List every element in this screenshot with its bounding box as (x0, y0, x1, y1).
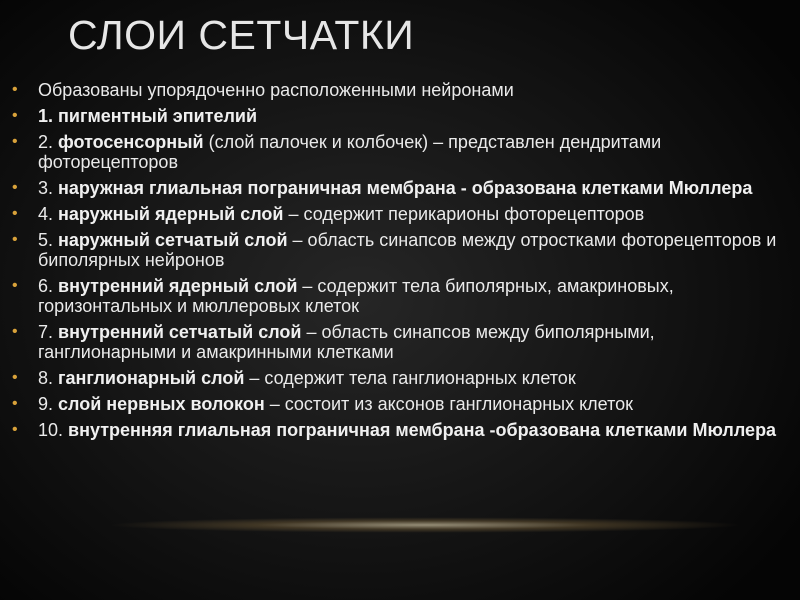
bullet-text: 10. (38, 420, 69, 440)
bullet-text: – состоит из аксонов ганглионарных клеток (264, 394, 634, 414)
bullet-text: 5. (38, 230, 59, 250)
bullet-item (0, 204, 800, 224)
bullet-dot-icon: • (12, 179, 18, 196)
bullet-item (0, 322, 800, 362)
bullet-term: наружная глиальная пограничная мембрана - образована клетками Мюллера (58, 178, 753, 198)
bullet-item (0, 368, 800, 388)
bullet-term: ганглионарный слой (58, 368, 245, 388)
bullet-text: – область синапсов между отростками фоторецепторов и биполярных нейронов (38, 230, 777, 270)
bullet-item (0, 132, 800, 172)
bullet-text: 6. (38, 276, 59, 296)
bullet-text: 7. (38, 322, 59, 342)
bullet-dot-icon: • (12, 421, 18, 438)
bullet-text: Образованы упорядоченно расположенными нейронами (38, 80, 514, 100)
bullet-text: (слой палочек и колбочек) – представлен дендритами фоторецепторов (38, 132, 662, 172)
bullet-dot-icon: • (12, 81, 18, 98)
bullet-dot-icon: • (12, 231, 18, 248)
bullet-text: 2. (38, 132, 59, 152)
bullet-dot-icon: • (12, 369, 18, 386)
bullet-text: – содержит тела ганглионарных клеток (244, 368, 576, 388)
bullet-dot-icon: • (12, 323, 18, 340)
bullet-item (0, 106, 800, 126)
bullet-list (0, 80, 800, 446)
bullet-text: – содержит тела биполярных, амакриновых, горизонтальных и мюллеровых клеток (38, 276, 674, 316)
bullet-term: 1. (38, 106, 59, 126)
bullet-dot-icon: • (12, 133, 18, 150)
light-glow-decoration (40, 512, 740, 538)
bullet-text: – содержит перикарионы фоторецепторов (283, 204, 645, 224)
bullet-text: 9. (38, 394, 59, 414)
bullet-item (0, 276, 800, 316)
bullet-dot-icon: • (12, 395, 18, 412)
bullet-term: внутренний сетчатый слой (58, 322, 302, 342)
bullet-term: наружный ядерный слой (58, 204, 284, 224)
bullet-term: слой нервных волокон (58, 394, 265, 414)
bullet-dot-icon: • (12, 277, 18, 294)
slide-title: СЛОИ СЕТЧАТКИ (68, 12, 415, 58)
bullet-text: 3. (38, 178, 59, 198)
bullet-item (0, 420, 800, 440)
bullet-item (0, 230, 800, 270)
bullet-item (0, 394, 800, 414)
bullet-dot-icon: • (12, 205, 18, 222)
bullet-term: внутренняя глиальная пограничная мембрана -образована клетками Мюллера (68, 420, 777, 440)
bullet-text: – область синапсов между биполярными, ганглионарными и амакринными клетками (38, 322, 655, 362)
bullet-term: внутренний ядерный слой (58, 276, 298, 296)
bullet-text: 4. (38, 204, 59, 224)
bullet-item (0, 178, 800, 198)
bullet-item (0, 80, 800, 100)
bullet-dot-icon: • (12, 107, 18, 124)
bullet-term: фотосенсорный (58, 132, 204, 152)
bullet-text: 8. (38, 368, 59, 388)
bullet-term: наружный сетчатый слой (58, 230, 288, 250)
bullet-term: пигментный эпителий (58, 106, 258, 126)
